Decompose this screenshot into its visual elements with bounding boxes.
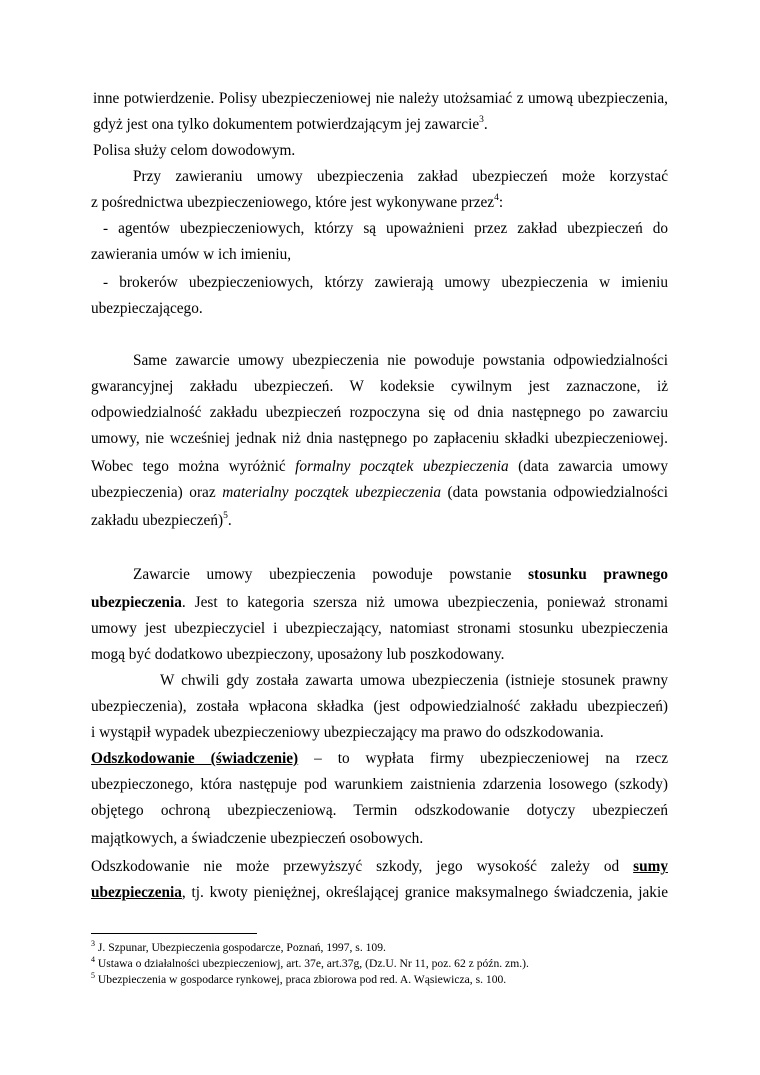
text-line: ubezpieczenia) oraz materialny początek ubezpieczenia (data powstania odpowiedzialności — [91, 484, 669, 501]
term-sumy: sumy — [633, 858, 668, 875]
text-line: i wystąpił wypadek ubezpieczeniowy ubezpieczający ma prawo do odszkodowania. — [91, 724, 604, 741]
text-line: Zawarcie umowy ubezpieczenia powoduje powstanie stosunku prawnego — [133, 566, 668, 583]
text-line: Przy zawieraniu umowy ubezpieczenia zakład ubezpieczeń może korzystać — [133, 168, 668, 185]
text-line: zakładu ubezpieczeń)$^5$. — [91, 510, 232, 529]
text-line: umowy, nie wcześniej jednak niż dnia następnego po zapłaceniu składki ubezpieczeniowej. — [91, 430, 668, 447]
text-line: zawierania umów w ich imieniu, — [91, 246, 292, 263]
text-line: umowy jest ubezpieczyciel i ubezpieczający, natomiast stronami stosunku ubezpieczenia — [91, 620, 668, 637]
text-line: ubezpieczenia), została wpłacona składka (jest odpowiedzialność zakładu ubezpieczeń) — [91, 698, 668, 715]
text-line: gdyż jest ona tylko dokumentem potwierdzającym jej zawarcie$^3$. — [93, 114, 488, 133]
text-line: Polisa służy celom dowodowym. — [93, 142, 296, 159]
text-line: mogą być dodatkowo ubezpieczony, uposażony lub poszkodowany. — [91, 646, 505, 663]
text-line: - agentów ubezpieczeniowych, którzy są upoważnieni przez zakład ubezpieczeń do — [103, 220, 668, 237]
text-line: Same zawarcie umowy ubezpieczenia nie powoduje powstania odpowiedzialności — [133, 352, 668, 369]
text-line: Odszkodowanie nie może przewyższyć szkody, jego wysokość zależy od sumy — [91, 858, 668, 875]
text-line: ubezpieczenia, tj. kwoty pieniężnej, określającej granice maksymalnego świadczenia, jakie — [91, 884, 668, 901]
footnote: $^5$ Ubezpieczenia w gospodarce rynkowej, praca zbiorowa pod red. A. Wąsiewicza, s. 100. — [91, 971, 507, 986]
text-line: gwarancyjnej zakładu ubezpieczeń. W kodeksie cywilnym jest zaznaczone, iż — [91, 378, 668, 395]
text-line: objętego ochroną ubezpieczeniową. Termin odszkodowanie dotyczy ubezpieczeń — [91, 802, 668, 819]
footnote: $^3$ J. Szpunar, Ubezpieczenia gospodarcze, Poznań, 1997, s. 109. — [91, 939, 386, 954]
text-line: ubezpieczającego. — [91, 300, 203, 317]
text-line: W chwili gdy została zawarta umowa ubezpieczenia (istnieje stosunek prawny — [160, 672, 668, 689]
footnote-ref: 4 — [494, 192, 499, 203]
text-line: Odszkodowanie (świadczenie) – to wypłata firmy ubezpieczeniowej na rzecz — [91, 750, 668, 767]
footnote-ref: 5 — [223, 510, 228, 521]
term-odszkodowanie: Odszkodowanie (świadczenie) — [91, 750, 299, 767]
text-line: Wobec tego można wyróżnić formalny początek ubezpieczenia (data zawarcia umowy — [91, 458, 668, 475]
text-line: ubezpieczonego, która następuje pod warunkiem zaistnienia zdarzenia losowego (szkody) — [91, 776, 668, 793]
text-line: z pośrednictwa ubezpieczeniowego, które jest wykonywane przez$^4$: — [91, 192, 504, 211]
text-line: - brokerów ubezpieczeniowych, którzy zawierają umowy ubezpieczenia w imieniu — [103, 274, 668, 291]
footnote: $^4$ Ustawa o działalności ubezpieczeniowj, art. 37e, art.37g, (Dz.U. Nr 11, poz. 62 z późn. zm.). — [91, 955, 529, 970]
text-line: odpowiedzialność zakładu ubezpieczeń rozpoczyna się od dnia następnego po zawarciu — [91, 404, 668, 421]
text-line: inne potwierdzenie. Polisy ubezpieczeniowej nie należy utożsamiać z umową ubezpieczenia, — [93, 90, 668, 107]
footnote-separator — [91, 933, 257, 934]
text-line: ubezpieczenia. Jest to kategoria szersza niż umowa ubezpieczenia, ponieważ stronami — [91, 594, 668, 611]
term-ubezpieczenia: ubezpieczenia — [91, 884, 182, 901]
footnote-ref: 3 — [479, 114, 484, 125]
text-line: majątkowych, a świadczenie ubezpieczeń osobowych. — [91, 830, 424, 847]
